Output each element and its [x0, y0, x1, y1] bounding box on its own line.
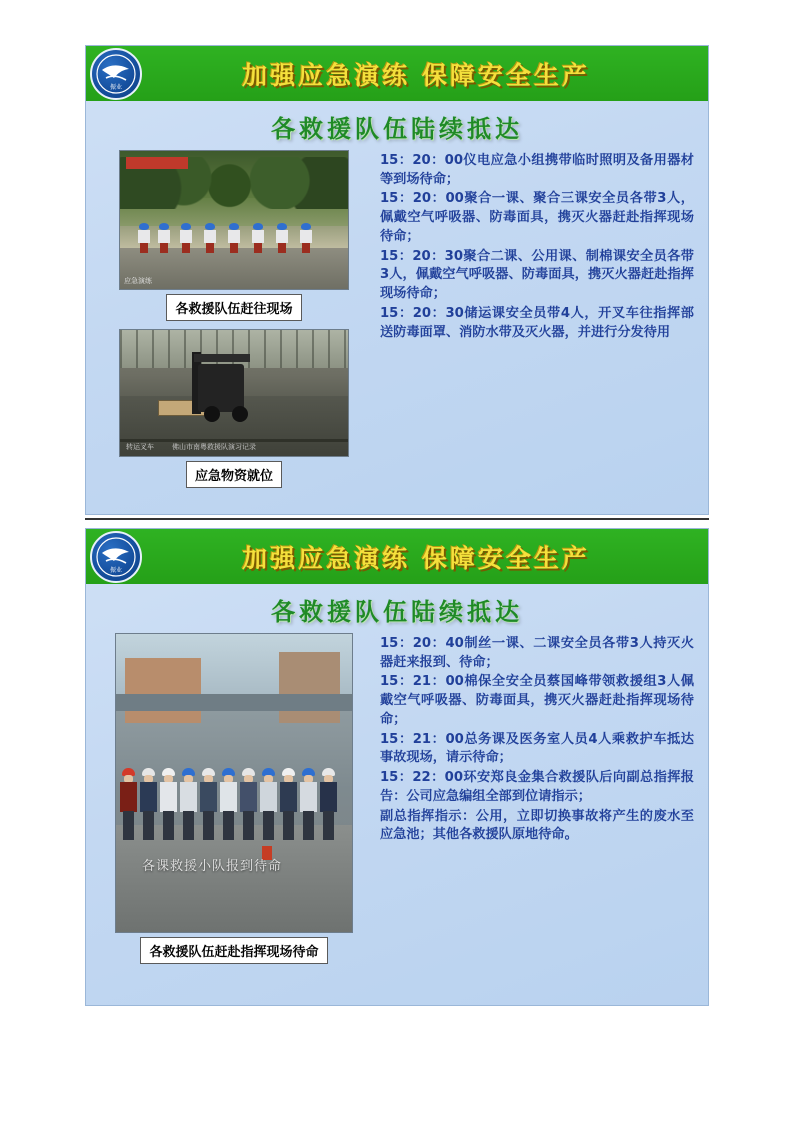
photo3-building-left: [125, 658, 201, 724]
photo3-person: [280, 768, 297, 840]
photo3-person: [220, 768, 237, 840]
slide-1-paragraph: 15：20：00聚合一课、聚合三课安全员各带3人，佩戴空气呼吸器、防毒面具，携灭火器赶赴指挥现场待命；: [380, 191, 694, 244]
photo3-person: [180, 768, 197, 840]
slide-2-body: [86, 631, 708, 982]
photo1-watermark: 应急演练: [124, 277, 152, 285]
slide-2-paragraph: 15：20：40制丝一课、二课安全员各带3人持灭火器赶来报到、待命；: [380, 636, 694, 670]
slide-1-body: [86, 148, 708, 506]
company-eagle-logo: [90, 48, 142, 100]
photo3-person: [300, 768, 317, 840]
photo3-person: [240, 768, 257, 840]
slide-2-paragraph: 15：21：00总务课及医务室人员4人乘救护车抵达事故现场，请示待命；: [380, 731, 694, 766]
slide-2-banner-title: 加强应急演练 保障安全生产: [242, 543, 590, 573]
photo1-person: [158, 223, 170, 253]
slide-2-banner: [86, 529, 708, 584]
slide-2-subtitle: 各救援队伍陆续抵达: [271, 598, 523, 626]
photo3-canopy: [116, 694, 352, 712]
slide-1-paragraph: 15：20：30储运课安全员带4人，开叉车往指挥部送防毒面罩、消防水带及灭火器，并进行分发待用: [380, 305, 694, 340]
photo1-person: [228, 223, 240, 253]
photo3-building-right: [279, 652, 340, 724]
photo1-person: [180, 223, 192, 253]
photo1-person: [300, 223, 312, 253]
photo3-ground: [116, 825, 352, 932]
photo1-road: [120, 248, 348, 289]
photo3-person: [200, 768, 217, 840]
photo2-watermark: 转运叉车: [126, 443, 154, 451]
slide-2-paragraph: 副总指挥指示：公用，立即切换事故将产生的废水至应急池；其他各救援队原地待命。: [380, 808, 694, 843]
slide-1-paragraph: 15：20：00仪电应急小组携带临时照明及备用器材等到场待命；: [380, 153, 694, 187]
slide-divider: [85, 518, 709, 520]
photo2-forklift-cab: [198, 364, 244, 412]
photo1-red-banner: [126, 157, 188, 169]
slide-2-photo-column: [100, 633, 368, 972]
slide-2: [85, 528, 709, 1006]
svg-text:振业: 振业: [109, 566, 123, 574]
photo1-person: [276, 223, 288, 253]
photo3-person: [320, 768, 337, 840]
slide-2-paragraph: 15：21：00棉保全安全员蔡国峰带领救援组3人佩戴空气呼吸器、防毒面具，携灭火器赶赴指挥现场待命；: [380, 674, 694, 727]
slide-1-banner-title: 加强应急演练 保障安全生产: [242, 60, 590, 90]
photo-emergency-supplies: [119, 329, 349, 457]
slide-1-photo-column: [100, 150, 368, 496]
photo1-person: [252, 223, 264, 253]
photo2-watermark-secondary: 佛山市南粤救援队演习记录: [172, 443, 256, 451]
slide-1-paragraph: 15：20：30聚合二课、公用课、制棉课安全员各带3人，佩戴空气呼吸器、防毒面具，携灭火器赶赴指挥现场待命；: [380, 248, 694, 302]
caption-teams-heading-to-site: 各救援队伍赶往现场: [166, 294, 301, 321]
photo2-forklift-wheel: [232, 406, 248, 422]
caption-rescue-teams-reporting: 各救援队伍赶赴指挥现场待命: [140, 937, 327, 964]
photo2-forklift-wheel: [204, 406, 220, 422]
slide-1-banner: [86, 46, 708, 101]
photo3-person: [160, 768, 177, 840]
slide-1: [85, 45, 709, 515]
svg-text:振业: 振业: [109, 83, 123, 91]
photo3-person: [140, 768, 157, 840]
photo3-person: [260, 768, 277, 840]
slide-1-text-column: [368, 150, 694, 496]
photo3-crowd: [116, 732, 352, 839]
slide-1-subtitle: 各救援队伍陆续抵达: [271, 115, 523, 143]
slide-2-text-column: [368, 633, 694, 972]
photo3-watermark: 各课救援小队报到待命: [142, 859, 283, 874]
photo3-person: [120, 768, 137, 840]
slide-2-paragraph: 15：22：00环安郑良金集合救援队后向副总指挥报告：公司应急编组全部到位请指示；: [380, 770, 694, 804]
photo1-person: [204, 223, 216, 253]
company-eagle-logo: [90, 531, 142, 583]
photo2-forklift-cab-top: [194, 354, 250, 362]
photo-teams-heading-to-site: [119, 150, 349, 290]
photo-rescue-teams-reporting: [115, 633, 353, 933]
photo2-roof-beams: [120, 330, 348, 368]
caption-emergency-supplies: 应急物资就位: [186, 461, 282, 488]
photo1-person: [138, 223, 150, 253]
